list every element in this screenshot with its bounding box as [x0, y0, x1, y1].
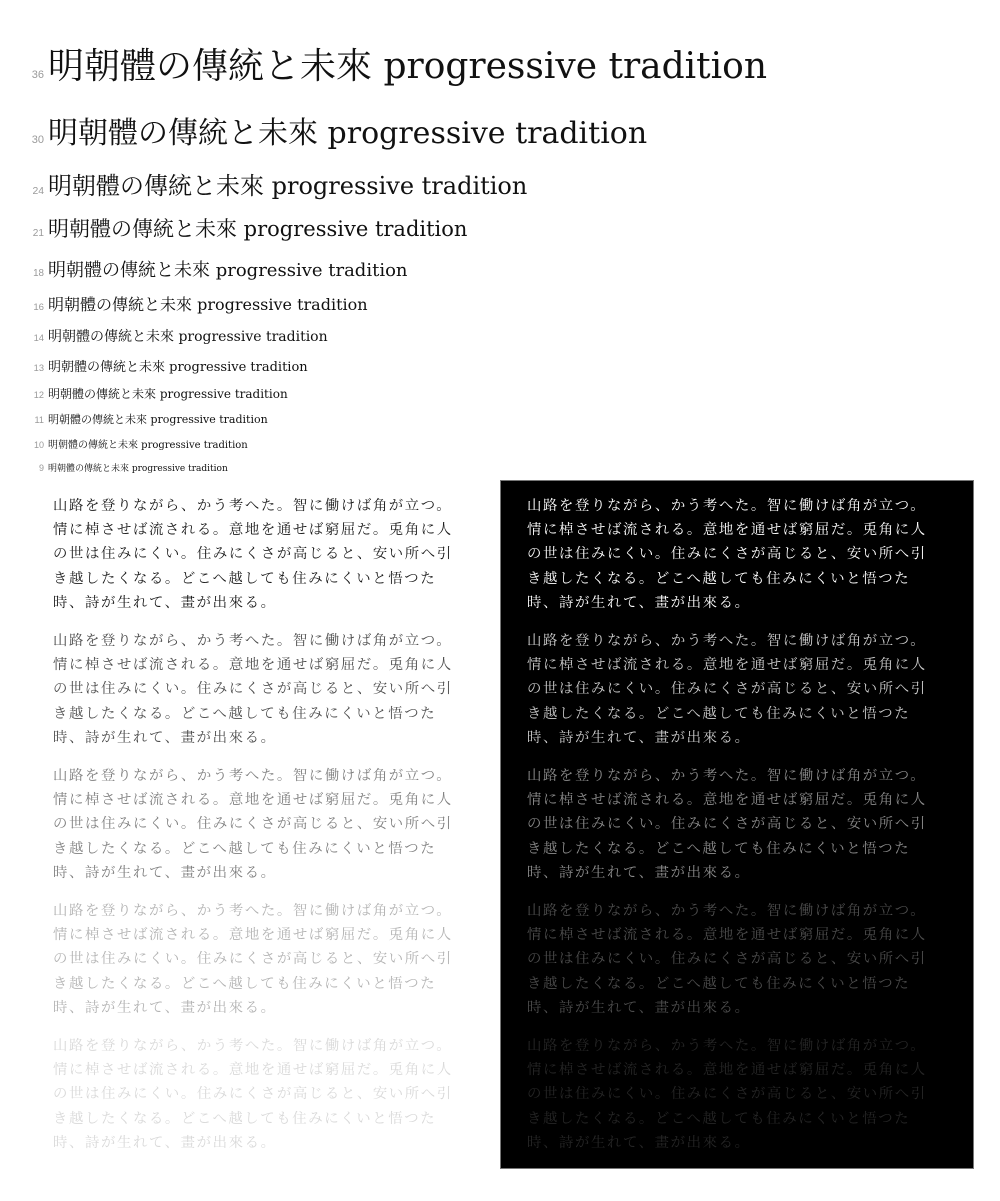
- paragraph-shade-4: 山路を登りながら、かう考へた。智に働けば角が立つ。情に棹させば流される。意地を通せば窮屈だ。兎角に人の世は住みにくい。住みにくさが高じると、安い所へ引き越したくなる。どこへ越しても住みにくいと悟つた時、詩が生れて、畫が出來る。: [53, 903, 453, 1016]
- dark-background-column: [527, 494, 942, 1169]
- specimen-text: 明朝體の傳統と未來 progressive tradition: [48, 116, 648, 151]
- paragraph-shade-2: 山路を登りながら、かう考へた。智に働けば角が立つ。情に棹させば流される。意地を通せば窮屈だ。兎角に人の世は住みにくい。住みにくさが高じると、安い所へ引き越したくなる。どこへ越しても住みにくいと悟つた時、詩が生れて、畫が出來る。: [527, 633, 927, 746]
- specimen-text: 明朝體の傳統と未來 progressive tradition: [48, 387, 288, 401]
- specimen-text: 明朝體の傳統と未來 progressive tradition: [48, 46, 768, 87]
- size-label: 14: [33, 332, 44, 343]
- size-label: 24: [32, 186, 44, 197]
- size-label: 36: [31, 69, 44, 81]
- specimen-text: 明朝體の傳統と未來 progressive tradition: [48, 440, 248, 451]
- size-label: 16: [33, 302, 44, 313]
- specimen-row: [0, 292, 368, 315]
- specimen-row: [0, 108, 647, 152]
- specimen-text: 明朝體の傳統と未來 progressive tradition: [48, 295, 368, 314]
- size-label: 10: [33, 440, 44, 450]
- paragraph-shade-2: 山路を登りながら、かう考へた。智に働けば角が立つ。情に棹させば流される。意地を通せば窮屈だ。兎角に人の世は住みにくい。住みにくさが高じると、安い所へ引き越したくなる。どこへ越しても住みにくいと悟つた時、詩が生れて、畫が出來る。: [53, 633, 453, 746]
- specimen-row: [0, 436, 248, 451]
- paragraph-shade-5: 山路を登りながら、かう考へた。智に働けば角が立つ。情に棹させば流される。意地を通せば窮屈だ。兎角に人の世は住みにくい。住みにくさが高じると、安い所へ引き越したくなる。どこへ越しても住みにくいと悟つた時、詩が生れて、畫が出來る。: [527, 1038, 927, 1151]
- specimen-text: 明朝體の傳統と未來 progressive tradition: [48, 464, 228, 474]
- paragraph-shade-5: 山路を登りながら、かう考へた。智に働けば角が立つ。情に棹させば流される。意地を通せば窮屈だ。兎角に人の世は住みにくい。住みにくさが高じると、安い所へ引き越したくなる。どこへ越しても住みにくいと悟つた時、詩が生れて、畫が出來る。: [53, 1038, 453, 1151]
- specimen-text: 明朝體の傳統と未來 progressive tradition: [48, 260, 408, 281]
- paragraph-shade-1: 山路を登りながら、かう考へた。智に働けば角が立つ。情に棹させば流される。意地を通せば窮屈だ。兎角に人の世は住みにくい。住みにくさが高じると、安い所へ引き越したくなる。どこへ越しても住みにくいと悟つた時、詩が生れて、畫が出來る。: [53, 498, 453, 611]
- specimen-row: [0, 166, 527, 201]
- specimen-row: [0, 356, 308, 375]
- specimen-text: 明朝體の傳統と未來 progressive tradition: [48, 217, 468, 241]
- specimen-row: [0, 38, 767, 89]
- size-label: 18: [33, 268, 44, 279]
- specimen-row: [0, 411, 268, 427]
- light-background-column: [53, 494, 468, 1169]
- size-label: 11: [34, 415, 44, 425]
- specimen-text: 明朝體の傳統と未來 progressive tradition: [48, 172, 528, 200]
- specimen-text: 明朝體の傳統と未來 progressive tradition: [48, 413, 268, 426]
- size-label: 9: [38, 463, 44, 473]
- paragraph-shade-3: 山路を登りながら、かう考へた。智に働けば角が立つ。情に棹させば流される。意地を通せば窮屈だ。兎角に人の世は住みにくい。住みにくさが高じると、安い所へ引き越したくなる。どこへ越しても住みにくいと悟つた時、詩が生れて、畫が出來る。: [53, 768, 453, 881]
- size-label: 21: [32, 228, 44, 239]
- specimen-row: [0, 461, 228, 474]
- specimen-text: 明朝體の傳統と未來 progressive tradition: [48, 329, 328, 345]
- specimen-text: 明朝體の傳統と未來 progressive tradition: [48, 360, 308, 375]
- specimen-row: [0, 326, 328, 346]
- size-label: 13: [33, 363, 44, 373]
- paragraph-shade-4: 山路を登りながら、かう考へた。智に働けば角が立つ。情に棹させば流される。意地を通せば窮屈だ。兎角に人の世は住みにくい。住みにくさが高じると、安い所へ引き越したくなる。どこへ越しても住みにくいと悟つた時、詩が生れて、畫が出來る。: [527, 903, 927, 1016]
- size-label: 12: [33, 390, 44, 400]
- paragraph-shade-3: 山路を登りながら、かう考へた。智に働けば角が立つ。情に棹させば流される。意地を通せば窮屈だ。兎角に人の世は住みにくい。住みにくさが高じると、安い所へ引き越したくなる。どこへ越しても住みにくいと悟つた時、詩が生れて、畫が出來る。: [527, 768, 927, 881]
- size-label: 30: [31, 134, 44, 146]
- specimen-row: [0, 256, 408, 282]
- paragraph-shade-1: 山路を登りながら、かう考へた。智に働けば角が立つ。情に棹させば流される。意地を通せば窮屈だ。兎角に人の世は住みにくい。住みにくさが高じると、安い所へ引き越したくなる。どこへ越しても住みにくいと悟つた時、詩が生れて、畫が出來る。: [527, 498, 927, 611]
- specimen-row: [0, 213, 467, 243]
- specimen-row: [0, 385, 288, 402]
